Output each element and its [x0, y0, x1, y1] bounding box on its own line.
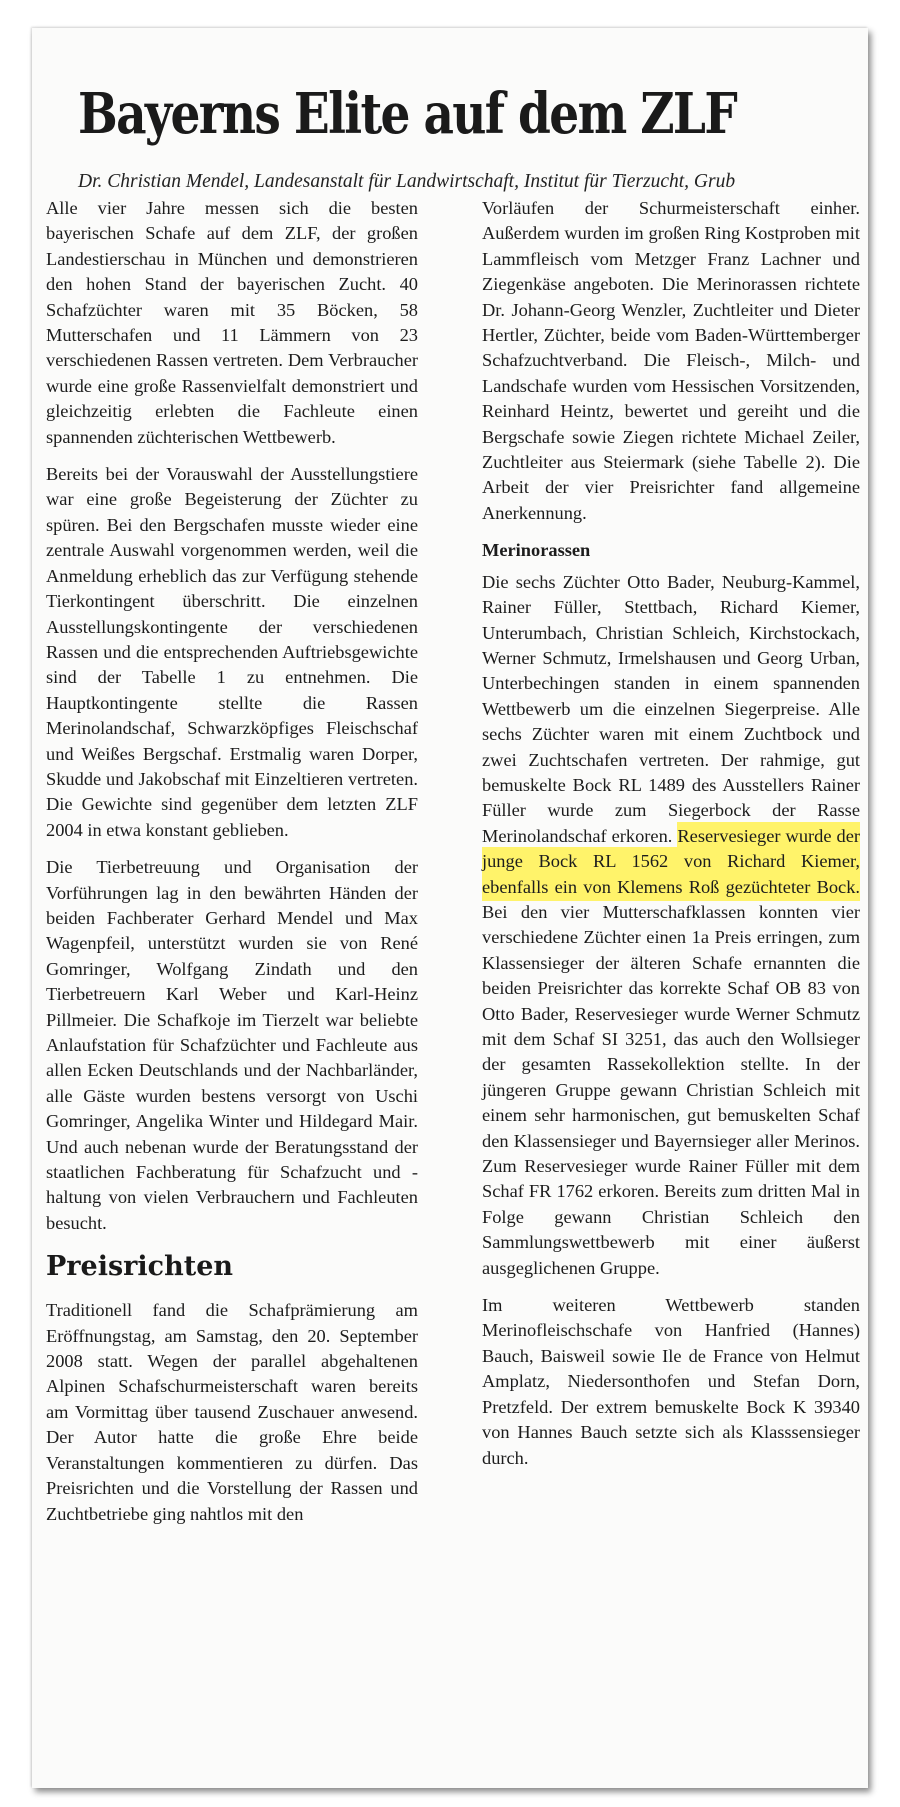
- paragraph-further-competition: Im weiteren Wettbewerb standen Merinofleischschafe von Hanfried (Hannes) Bauch, Baisweil sowie Ile de France von Helmut Amplatz, Niedersonthofen und Stefan Dorn, Pretzfeld. Der extrem bemuskelte Bock K 39340 von Hannes Bauch setzte sich als Klasssensieger durch.: [482, 1295, 860, 1468]
- section-heading-preisrichten: Preisrichten: [46, 1251, 233, 1283]
- right-column: [482, 196, 860, 1539]
- paragraph-judges: Vorläufen der Schurmeisterschaft einher. Außerdem wurden im großen Ring Kostproben mit Lammfleisch vom Metzger Franz Lachner und Ziegenkäse angeboten. Die Merinorassen richtete Dr. Johann-Georg Wenzler, Zuchtleiter und Dieter Hertler, Züchter, beide vom Baden-Württemberger Schafzuchtverband. Die Fleisch-, Milch- und Landschafe wurden vom Hessischen Vorsitzenden, Reinhard Heintz, bewertet und gereiht und die Bergschafe sowie Ziegen richtete Michael Zeiler, Zuchtleiter aus Steiermark (siehe Tabelle 2). Die Arbeit der vier Preisrichter fand allgemeine Anerkennung.: [482, 198, 860, 523]
- article-body: [46, 196, 860, 1539]
- paragraph-merinorassen: [482, 570, 860, 1281]
- merino-text-before: Die sechs Züchter Otto Bader, Neuburg-Kammel, Rainer Füller, Stettbach, Richard Kiemer, Unterumbach, Christian Schleich, Kirchstockach, Werner Schmutz, Irmelshausen und Georg Urban, Unterbechingen standen in einem spannenden Wettbewerb um die einzelnen Siegerpreise. Alle sechs Züchter waren mit einem Zuchtbock und zwei Zuchtschafen vertreten. Der rahmige, gut bemuskelte Bock RL 1489 des Ausstellers Rainer Füller wurde zum Siegerbock der Rasse Merinolandschaf erkoren.: [482, 571, 860, 846]
- paragraph-intro: Alle vier Jahre messen sich die besten bayerischen Schafe auf dem ZLF, der großen Landestierschau in München und demonstrieren den hohen Stand der bayerischen Zucht. 40 Schafzüchter waren mit 35 Böcken, 58 Mutterschafen und 11 Lämmern von 23 verschiedenen Rassen vertreten. Dem Verbraucher wurde eine große Rassenvielfalt demonstriert und gleichzeitig erlebten die Fachleute einen spannenden züchterischen Wettbewerb.: [46, 198, 418, 447]
- paragraph-preselection: Bereits bei der Vorauswahl der Ausstellungstiere war eine große Begeisterung der Züchter zu spüren. Bei den Bergschafen musste wieder eine zentrale Auswahl vorgenommen werden, weil die Anmeldung erheblich das zur Verfügung stehende Tierkontingent überschritt. Die einzelnen Ausstellungskontingente der verschiedenen Rassen und die entsprechenden Auftriebsgewichte sind der Tabelle 1 zu entnehmen. Die Hauptkontingente stellte die Rassen Merinolandschaf, Schwarzköpfiges Fleischschaf und Weißes Bergschaf. Erstmalig waren Dorper, Skudde und Jakobschaf mit Einzeltieren vertreten. Die Gewichte sind gegenüber dem letzten ZLF 2004 in etwa konstant geblieben.: [46, 464, 418, 840]
- left-column: [46, 196, 418, 1539]
- merino-text-after: Bei den vier Mutterschafklassen konnten vier verschiedene Züchter einen 1a Preis erringen, zum Klassensieger der älteren Schafe ernannten die beiden Preisrichter das korrekte Schaf OB 83 von Otto Bader, Reservesieger wurde Werner Schmutz mit dem Schaf SI 3251, das auch den Wollsieger der gesamten Rassekollektion stellte. In der jüngeren Gruppe gewann Christian Schleich mit einem sehr harmonischen, gut bemuskelten Schaf den Klassensieger und Bayernsieger aller Merinos. Zum Reservesieger wurde Rainer Füller mit dem Schaf FR 1762 erkoren. Bereits zum dritten Mal in Folge gewann Christian Schleich den Sammlungswettbewerb mit einer äußerst ausgeglichenen Gruppe.: [482, 901, 860, 1278]
- subheading-merinorassen: Merinorassen: [482, 540, 591, 561]
- paragraph-preisrichten: Traditionell fand die Schafprämierung am Eröffnungstag, am Samstag, den 20. September 2008 statt. Wegen der parallel abgehaltenen Alpinen Schafschurmeisterschaft waren bereits am Vormittag über tausend Zuschauer anwesend. Der Autor hatte die große Ehre beide Veranstaltungen kommentieren zu dürfen. Das Preisrichten und die Vorstellung der Rassen und Zuchtbetriebe ging nahtlos mit den: [46, 1300, 418, 1524]
- highlighted-passage: Reservesieger wurde der junge Bock RL 1562 von Richard Kiemer, ebenfalls ein von Klemens Roß gezüchteter Bock.: [482, 822, 860, 901]
- article-title: Bayerns Elite auf dem ZLF: [78, 81, 737, 147]
- paragraph-organisation: Die Tierbetreuung und Organisation der Vorführungen lag in den bewährten Händen der beiden Fachberater Gerhard Mendel und Max Wagenpfeil, unterstützt wurden sie von René Gomringer, Wolfgang Zindath und den Tierbetreuern Karl Weber und Karl-Heinz Pillmeier. Die Schafkoje im Tierzelt war beliebte Anlaufstation für Schafzüchter und Fachleute aus allen Ecken Deutschlands und der Nachbarländer, alle Gäste wurden bestens versorgt von Uschi Gomringer, Angelika Winter und Hildegard Mair. Und auch nebenan wurde der Beratungsstand der staatlichen Fachberatung für Schafzucht und -haltung von vielen Verbrauchern und Fachleuten besucht.: [46, 857, 418, 1233]
- article-byline: Dr. Christian Mendel, Landesanstalt für Landwirtschaft, Institut für Tierzucht, Grub: [78, 171, 736, 192]
